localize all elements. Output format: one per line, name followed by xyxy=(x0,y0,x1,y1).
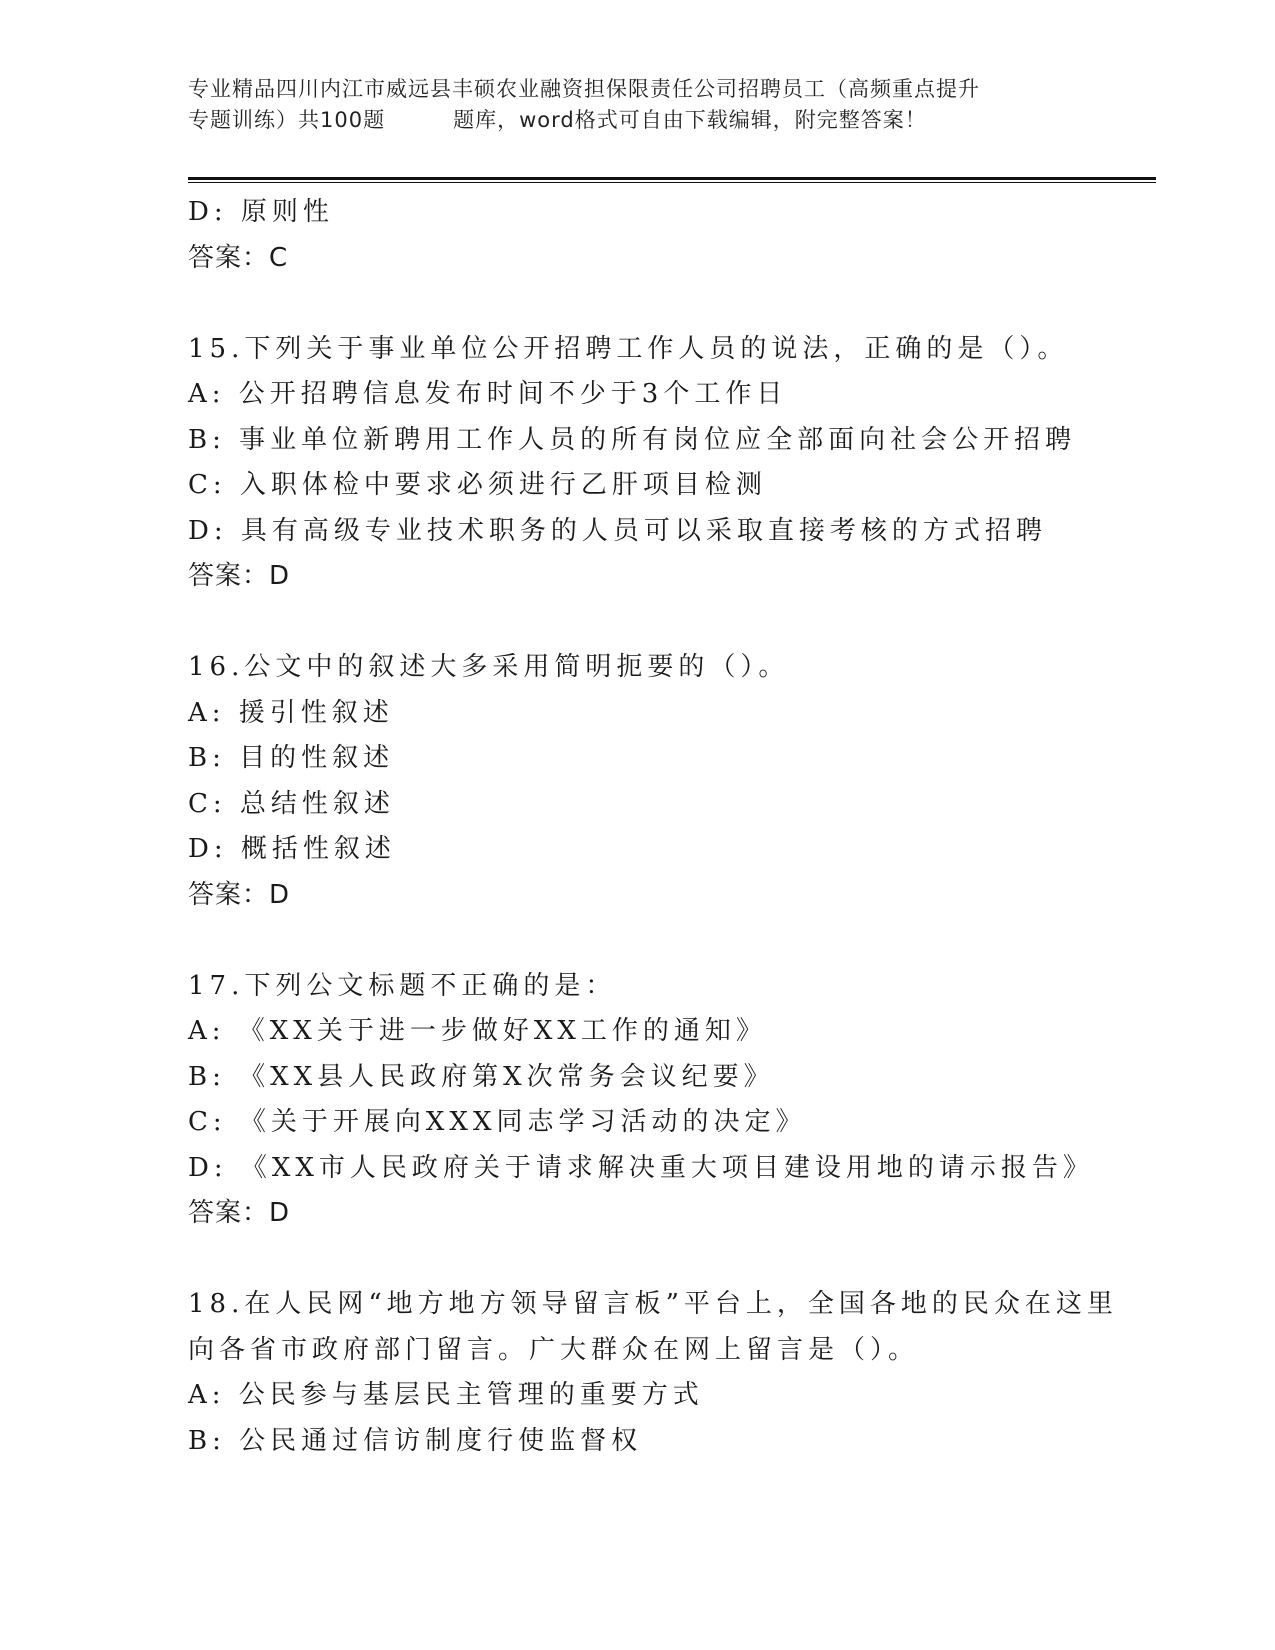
option-c: C: 入职体检中要求必须进行乙肝项目检测 xyxy=(188,470,767,500)
header-title-part-2: 题库，word格式可自由下载编辑，附完整答案！ xyxy=(453,108,927,132)
header-title-part-1: 专题训练）共100题 xyxy=(188,108,386,132)
answer-line: 答案：C xyxy=(188,242,289,273)
question-stem-line-2: 向各省市政府部门留言。广大群众在网上留言是（）。 xyxy=(188,1334,920,1365)
option-d: D: 原则性 xyxy=(188,197,334,227)
question-18 xyxy=(188,1282,1156,1464)
option-a: A: 公民参与基层民主管理的重要方式 xyxy=(188,1380,704,1410)
option-d: D: 《XX市人民政府关于请求解决重大项目建设用地的请示报告》 xyxy=(188,1152,1094,1183)
answer-line: 答案：D xyxy=(188,879,291,910)
option-b: B: 《XX县人民政府第X次常务会议纪要》 xyxy=(188,1061,775,1092)
option-b: B: 事业单位新聘用工作人员的所有岗位应全部面向社会公开招聘 xyxy=(188,424,1077,455)
header-divider-thick xyxy=(188,177,1156,180)
question-17 xyxy=(188,964,1156,1237)
question-list xyxy=(188,190,1156,1464)
option-a: A: 《XX关于进一步做好XX工作的通知》 xyxy=(188,1016,767,1046)
header-divider-thin xyxy=(188,182,1156,183)
option-c: C: 《关于开展向XXX同志学习活动的决定》 xyxy=(188,1107,807,1137)
option-b: B: 目的性叙述 xyxy=(188,743,395,773)
option-b: B: 公民通过信访制度行使监督权 xyxy=(188,1425,643,1456)
question-stem-line-1: 18.在人民网“地方地方领导留言板”平台上，全国各地的民众在这里 xyxy=(188,1289,1118,1319)
option-d: D: 概括性叙述 xyxy=(188,834,396,864)
option-a: A: 援引性叙述 xyxy=(188,697,394,728)
option-c: C: 总结性叙述 xyxy=(188,788,395,819)
question-15 xyxy=(188,327,1156,600)
question-14-tail xyxy=(188,190,1156,281)
question-stem: 17.下列公文标题不正确的是： xyxy=(188,970,617,1001)
document-header xyxy=(188,74,1108,136)
header-title-line-2 xyxy=(188,105,1108,136)
answer-line: 答案：D xyxy=(188,1198,291,1228)
question-stem: 15.下列关于事业单位公开招聘工作人员的说法，正确的是（）。 xyxy=(188,333,1069,364)
question-stem: 16.公文中的叙述大多采用简明扼要的（）。 xyxy=(188,652,790,682)
answer-line: 答案：D xyxy=(188,561,291,591)
header-title-line-1: 专业精品四川内江市威远县丰硕农业融资担保限责任公司招聘员工（高频重点提升 xyxy=(188,77,980,101)
option-d: D: 具有高级专业技术职务的人员可以采取直接考核的方式招聘 xyxy=(188,515,1047,546)
question-16 xyxy=(188,645,1156,918)
option-a: A: 公开招聘信息发布时间不少于3个工作日 xyxy=(188,379,788,409)
